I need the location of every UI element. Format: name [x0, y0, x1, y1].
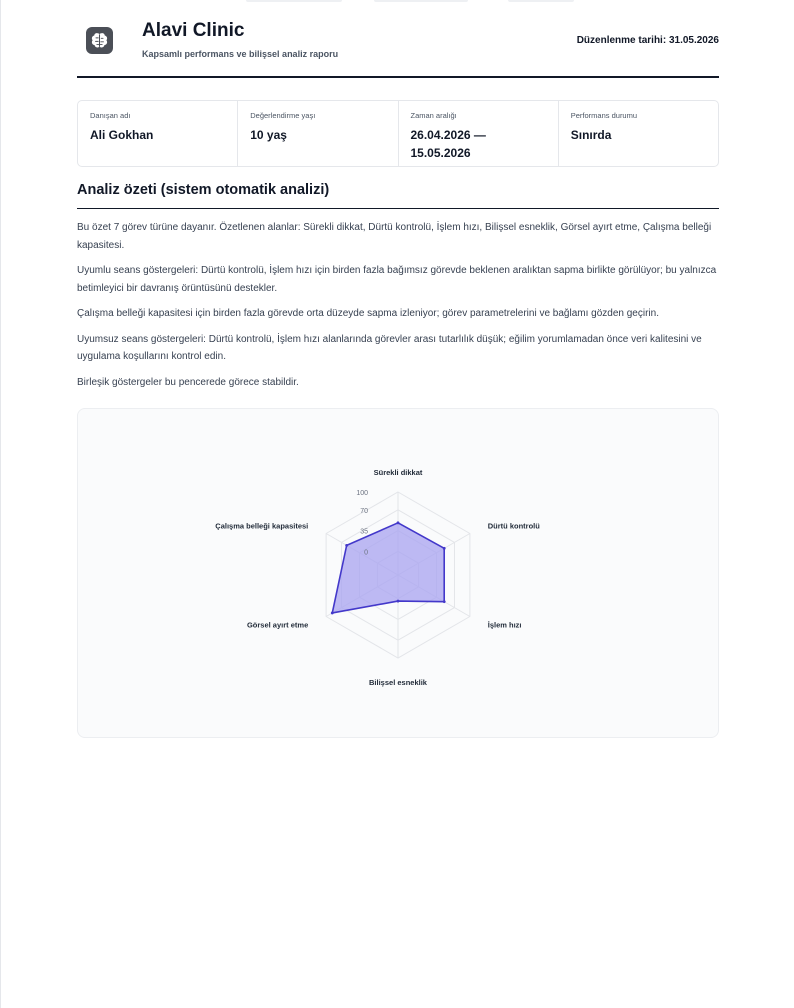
radar-data-point: [397, 521, 400, 524]
brain-icon: [86, 27, 113, 54]
radar-series-polygon: [332, 523, 444, 613]
summary-paragraph: Birleşik göstergeler bu pencerede görece stabildir.: [77, 376, 299, 388]
info-value: Ali Gokhan: [90, 128, 154, 142]
report-subtitle: Kapsamlı performans ve bilişsel analiz raporu: [142, 49, 339, 59]
analysis-summary: [77, 219, 719, 399]
radar-data-point: [397, 600, 400, 603]
info-label: Danışan adı: [90, 111, 131, 120]
edit-date: Düzenlenme tarihi: 31.05.2026: [576, 35, 719, 46]
summary-paragraph: Uyumsuz seans göstergeleri: Dürtü kontrolü, İşlem hızı alanlarında görevler arası tutarlılık düşük; eğilim yorumlamadan önce veri kalitesini ve uygulama koşullarını kontrol edin.: [77, 333, 702, 362]
info-date-range: [399, 101, 559, 166]
radar-tick-label: 0: [364, 549, 368, 557]
clinic-name: Alavi Clinic: [142, 20, 245, 41]
summary-paragraph: Uyumlu seans göstergeleri: Dürtü kontrolü, İşlem hızı için birden fazla bağımsız görevde beklenen aralıktan sapma birlikte görülüyor; bu yalnızca betimleyici bir davranış örüntüsünü destekler.: [77, 265, 717, 294]
info-client-name: [78, 101, 238, 166]
summary-paragraph: Bu özet 7 görev türüne dayanır. Özetlenen alanlar: Sürekli dikkat, Dürtü kontrolü, İşlem hızı, Bilişsel esneklik, Görsel ayırt etme, Çalışma belleği kapasitesi.: [77, 222, 712, 251]
radar-axis-label: Bilişsel esneklik: [369, 678, 427, 687]
summary-paragraph: Çalışma belleği kapasitesi için birden fazla görevde orta düzeyde sapma izleniyor; görev parametrelerini ve bağlamı gözden geçirin.: [77, 308, 659, 319]
report-header: [77, 18, 719, 78]
info-label: Performans durumu: [570, 111, 638, 120]
radar-axis-label: Çalışma belleği kapasitesi: [215, 521, 309, 531]
radar-data-point: [443, 547, 446, 550]
radar-chart-card: [77, 408, 719, 738]
radar-tick-label: 100: [356, 490, 368, 497]
radar-data-point: [345, 544, 348, 547]
radar-data-point: [443, 600, 446, 603]
analysis-title: Analiz özeti (sistem otomatik analizi): [77, 182, 719, 209]
radar-tick-label: 35: [360, 528, 368, 536]
radar-chart: [78, 409, 718, 737]
info-value: Sınırda: [570, 128, 612, 142]
radar-axis-label: Sürekli dikkat: [373, 468, 423, 477]
client-info-card: [77, 100, 719, 167]
radar-data-point: [331, 612, 334, 615]
info-value: 10 yaş: [250, 128, 287, 142]
radar-axis-label: Dürtü kontrolü: [487, 521, 540, 531]
info-label: Zaman aralığı: [410, 111, 457, 120]
page-left-edge: [0, 0, 1, 1008]
info-label: Değerlendirme yaşı: [250, 111, 316, 120]
info-value: 26.04.2026 — 15.05.2026: [410, 128, 486, 160]
radar-tick-label: 70: [360, 507, 368, 515]
radar-axis-label: Görsel ayırt etme: [246, 620, 309, 630]
info-age: [238, 101, 398, 166]
info-performance-status: [559, 101, 718, 166]
radar-axis-label: İşlem hızı: [487, 620, 522, 630]
